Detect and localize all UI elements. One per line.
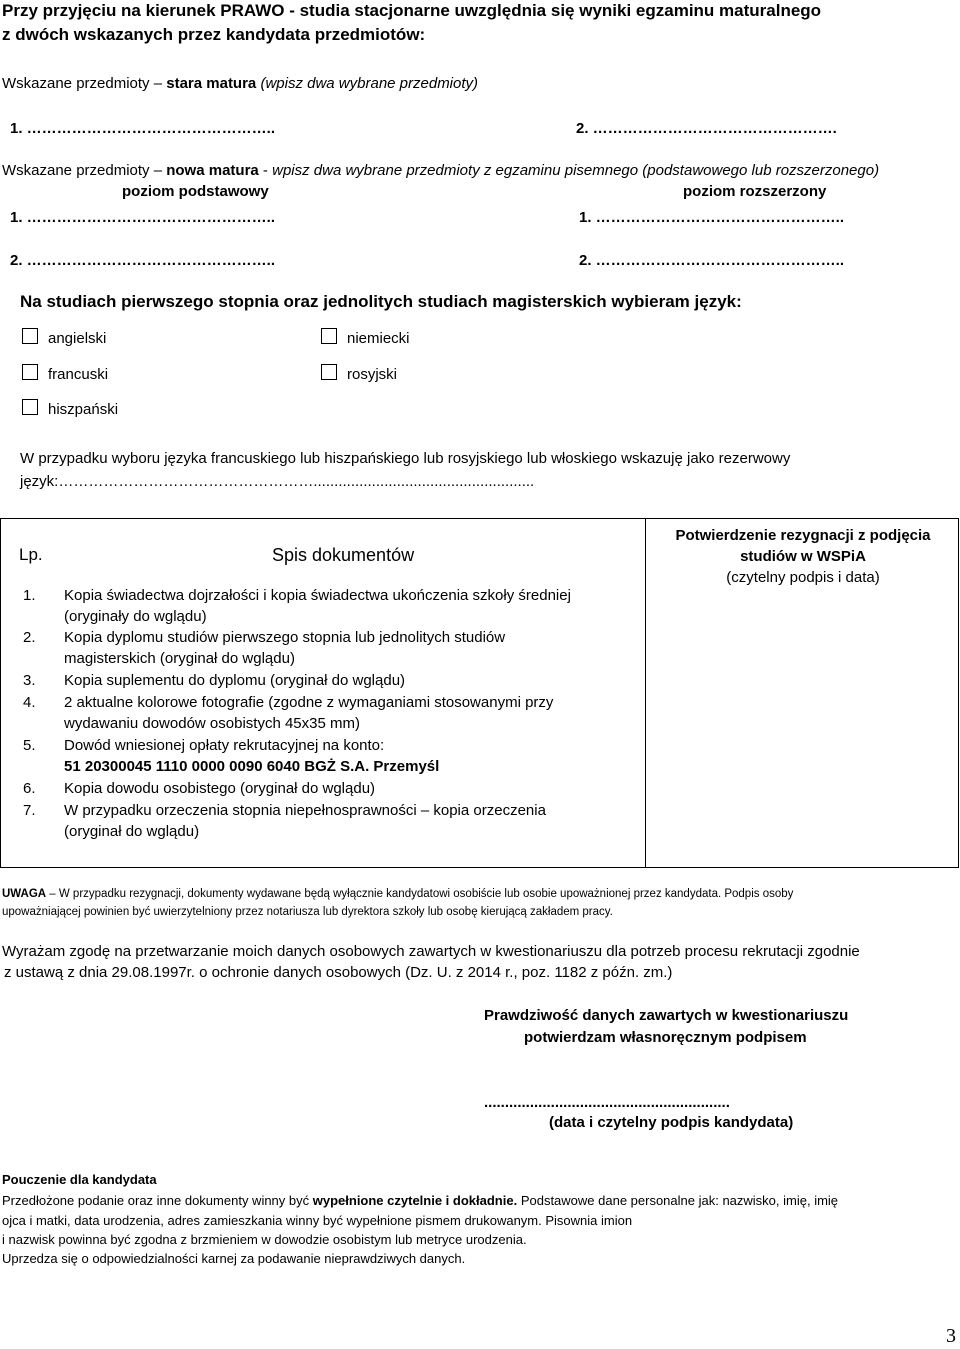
- document-item-number: 2.: [23, 629, 36, 646]
- col-lp-header: Lp.: [19, 545, 43, 564]
- header-line-2: z dwóch wskazanych przez kandydata przedmiotów:: [2, 25, 426, 44]
- document-item-text: 2 aktualne kolorowe fotografie (zgodne z wymaganiami stosowanymi przy: [64, 694, 554, 711]
- header-line-1: Przy przyjęciu na kierunek PRAWO - studia stacjonarne uwzględnia się wyniki egzaminu maturalnego: [2, 1, 822, 20]
- col-confirm-header: Potwierdzenie rezygnacji z podjęcia studiów w WSPiA (czytelny podpis i data): [675, 527, 931, 586]
- consent-line-1: Wyrażam zgodę na przetwarzanie moich danych osobowych zawartych w kwestionariuszu dla potrzeb procesu rekrutacji zgodnie: [2, 943, 860, 960]
- signature-line[interactable]: ...........................................................: [484, 1094, 730, 1111]
- document-item-number: 4.: [23, 694, 36, 711]
- notice-line-1: Przedłożone podanie oraz inne dokumenty winny być wypełnione czytelnie i dokładnie. Podstawowe dane personalne jak: nazwisko, imię, imię: [2, 1193, 839, 1208]
- truth-line-2: potwierdzam własnoręcznym podpisem: [524, 1029, 807, 1046]
- document-item-number: 5.: [23, 737, 36, 754]
- document-item-text: W przypadku orzeczenia stopnia niepełnosprawności – kopia orzeczenia: [64, 802, 546, 819]
- language-heading: Na studiach pierwszego stopnia oraz jednolitych studiach magisterskich wybieram język:: [20, 292, 742, 311]
- document-item-text-continued: (oryginały do wglądu): [64, 608, 207, 625]
- consent-line-2: z ustawą z dnia 29.08.1997r. o ochronie danych osobowych (Dz. U. z 2014 r., poz. 1182 z późn. zm.): [4, 964, 673, 981]
- extended-blank-2[interactable]: 2. …………………………………………..: [579, 252, 845, 269]
- new-matura-line: Wskazane przedmioty – nowa matura - wpisz dwa wybrane przedmioty z egzaminu pisemnego (podstawowego lub rozszerzonego): [2, 162, 880, 179]
- checkbox[interactable]: [22, 328, 38, 344]
- old-matura-blank-2[interactable]: 2. ………………………………………….: [576, 120, 837, 137]
- extended-blank-1[interactable]: 1. …………………………………………..: [579, 209, 845, 226]
- document-item-number: 1.: [23, 587, 36, 604]
- old-matura-line: Wskazane przedmioty – stara matura (wpisz dwa wybrane przedmioty): [2, 75, 479, 92]
- language-option-rosyjski[interactable]: rosyjski: [321, 366, 397, 383]
- document-item-number: 6.: [23, 780, 36, 797]
- warning-line-1: UWAGA – W przypadku rezygnacji, dokumenty wydawane będą wyłącznie kandydatowi osobiście lub osobie upoważnionej przez kandydata. Podpis osoby: [2, 888, 794, 900]
- document-item-number: 7.: [23, 802, 36, 819]
- document-item-text-continued: (oryginał do wglądu): [64, 823, 200, 840]
- truth-line-1: Prawdziwość danych zawartych w kwestionariuszu: [484, 1007, 849, 1024]
- document-item-text-continued: wydawaniu dowodów osobistych 45x35 mm): [64, 715, 360, 732]
- language-option-hiszpanski[interactable]: hiszpański: [22, 401, 118, 418]
- page-number: 3: [946, 1325, 956, 1347]
- reserve-language-line-2[interactable]: język:…………………………………………….....................................................: [20, 473, 535, 490]
- documents-list-cell: [1, 519, 646, 868]
- extended-level-label: poziom rozszerzony: [683, 183, 827, 200]
- notice-title: Pouczenie dla kandydata: [2, 1172, 157, 1187]
- language-option-angielski[interactable]: angielski: [22, 330, 106, 347]
- document-item-text: Kopia dowodu osobistego (oryginał do wglądu): [64, 780, 376, 797]
- language-option-francuski[interactable]: francuski: [22, 366, 108, 383]
- document-item-text-continued: magisterskich (oryginał do wglądu): [64, 650, 295, 667]
- document-item-text: Kopia dyplomu studiów pierwszego stopnia lub jednolitych studiów: [64, 629, 506, 646]
- confirm-cell: [646, 519, 959, 868]
- notice-line-3: i nazwisk powinna być zgodna z brzmieniem w dowodzie osobistym lub metryce urodzenia.: [2, 1232, 527, 1247]
- old-matura-blank-1[interactable]: 1. …………………………………………..: [10, 120, 276, 137]
- notice-line-2: ojca i matki, data urodzenia, adres zamieszkania winny być wypełnione pismem drukowanym. Pisownia imion: [2, 1213, 633, 1228]
- language-option-niemiecki[interactable]: niemiecki: [321, 330, 410, 347]
- bank-account-number: 51 20300045 1110 0000 0090 6040 BGŻ S.A. Przemyśl: [64, 758, 440, 775]
- document-item-text: Kopia suplementu do dyplomu (oryginał do wglądu): [64, 672, 406, 689]
- basic-level-label: poziom podstawowy: [122, 183, 269, 200]
- checkbox[interactable]: [22, 399, 38, 415]
- warning-line-2: upoważniającej powinien być uwierzytelniony przez notariusza lub dyrektora szkoły lub osobę kierującą zakładem pracy.: [2, 906, 613, 918]
- col-list-header: Spis dokumentów: [272, 545, 415, 565]
- signature-label: (data i czytelny podpis kandydata): [549, 1114, 794, 1131]
- checkbox[interactable]: [321, 364, 337, 380]
- checkbox[interactable]: [321, 328, 337, 344]
- basic-blank-2[interactable]: 2. …………………………………………..: [10, 252, 276, 269]
- document-item-text: Dowód wniesionej opłaty rekrutacyjnej na konto:: [64, 737, 385, 754]
- checkbox[interactable]: [22, 364, 38, 380]
- documents-table: [0, 518, 959, 868]
- notice-line-4: Uprzedza się o odpowiedzialności karnej za podawanie nieprawdziwych danych.: [2, 1251, 466, 1266]
- document-item-number: 3.: [23, 672, 36, 689]
- reserve-language-line-1: W przypadku wyboru języka francuskiego lub hiszpańskiego lub rosyjskiego lub włoskiego wskazuję jako rezerwowy: [20, 450, 791, 467]
- basic-blank-1[interactable]: 1. …………………………………………..: [10, 209, 276, 226]
- document-item-text: Kopia świadectwa dojrzałości i kopia świadectwa ukończenia szkoły średniej: [64, 587, 571, 604]
